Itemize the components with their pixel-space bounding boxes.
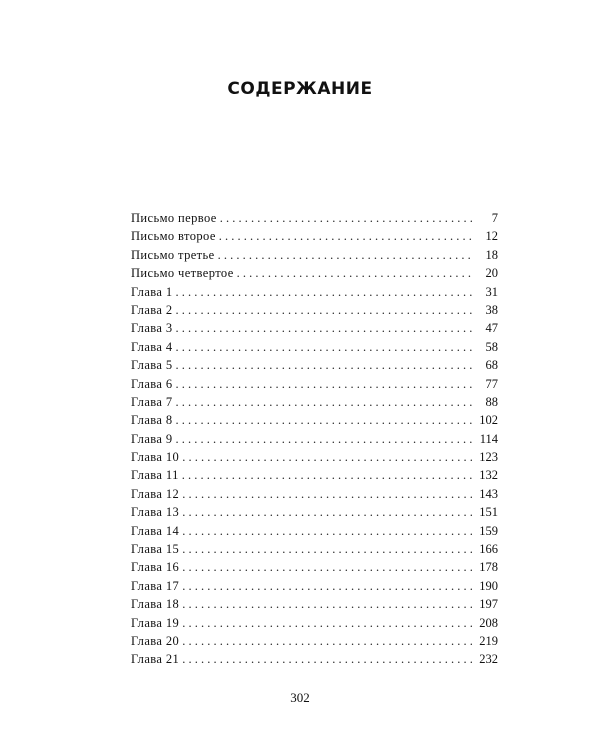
toc-entry-label: Глава 2 <box>131 302 173 317</box>
toc-entry <box>131 595 498 613</box>
toc-entry <box>131 227 498 245</box>
toc-entry-page: 159 <box>479 523 498 538</box>
toc-entry-label: Глава 18 <box>131 597 180 612</box>
toc-entry-label: Глава 7 <box>131 394 173 409</box>
toc-entry-label: Глава 1 <box>131 284 173 299</box>
toc-entry-label: Письмо четвертое <box>131 266 234 281</box>
toc-entry-label: Глава 4 <box>131 339 173 354</box>
toc-entry-page: 47 <box>485 321 498 336</box>
toc-dot-leader <box>176 319 472 337</box>
toc-entry-page: 151 <box>479 505 498 520</box>
toc-entry-label: Глава 6 <box>131 376 173 391</box>
toc-dot-leader <box>176 411 472 429</box>
toc-entry <box>131 264 498 282</box>
toc-dot-leader <box>176 430 472 448</box>
toc-entry-page: 232 <box>479 652 498 667</box>
toc-entry <box>131 411 498 429</box>
toc-dot-leader <box>182 522 472 540</box>
toc-entry-page: 58 <box>485 339 498 354</box>
toc-dot-leader <box>182 632 472 650</box>
toc-entry-page: 143 <box>479 486 498 501</box>
toc-entry <box>131 485 498 503</box>
toc-entry-label: Глава 11 <box>131 468 179 483</box>
toc-entry-label: Глава 5 <box>131 358 173 373</box>
toc-dot-leader <box>237 264 472 282</box>
toc-entry-label: Глава 12 <box>131 486 180 501</box>
toc-entry-page: 88 <box>485 394 498 409</box>
page-number: 302 <box>290 690 310 705</box>
toc-entry <box>131 448 498 466</box>
toc-entry <box>131 246 498 264</box>
toc-entry-page: 114 <box>479 431 498 446</box>
toc-entry <box>131 558 498 576</box>
toc-entry <box>131 540 498 558</box>
page-title: СОДЕРЖАНИЕ <box>227 79 373 100</box>
toc-entry-page: 123 <box>479 450 498 465</box>
table-of-contents <box>131 209 498 669</box>
toc-dot-leader <box>176 301 472 319</box>
toc-entry-label: Письмо второе <box>131 229 216 244</box>
toc-entry <box>131 356 498 374</box>
toc-entry-label: Глава 20 <box>131 633 180 648</box>
toc-entry <box>131 338 498 356</box>
toc-entry-page: 18 <box>485 247 498 262</box>
toc-entry-page: 166 <box>479 542 498 557</box>
toc-dot-leader <box>182 485 472 503</box>
toc-entry-label: Письмо первое <box>131 211 217 225</box>
toc-entry-label: Глава 14 <box>131 523 180 538</box>
toc-entry <box>131 522 498 540</box>
toc-entry-page: 102 <box>479 413 498 428</box>
toc-dot-leader <box>218 246 472 264</box>
toc-dot-leader <box>182 577 472 595</box>
toc-entry-label: Глава 16 <box>131 560 180 575</box>
toc-entry-label: Глава 17 <box>131 578 180 593</box>
toc-entry-page: 31 <box>485 284 498 299</box>
toc-entry <box>131 319 498 337</box>
toc-entry <box>131 632 498 650</box>
toc-entry <box>131 209 498 227</box>
toc-entry-label: Глава 15 <box>131 542 180 557</box>
toc-entry <box>131 577 498 595</box>
toc-entry <box>131 503 498 521</box>
toc-dot-leader <box>182 650 472 668</box>
toc-entry-page: 178 <box>479 560 498 575</box>
toc-entry <box>131 283 498 301</box>
toc-entry <box>131 466 498 484</box>
toc-entry-label: Глава 19 <box>131 615 180 630</box>
toc-entry-page: 20 <box>485 266 498 281</box>
toc-entry <box>131 614 498 632</box>
toc-entry <box>131 650 498 668</box>
toc-dot-leader <box>182 503 472 521</box>
toc-entry-page: 219 <box>479 633 498 648</box>
toc-dot-leader <box>176 283 472 301</box>
toc-entry-page: 190 <box>479 578 498 593</box>
toc-dot-leader <box>182 614 472 632</box>
toc-entry-label: Глава 10 <box>131 450 180 465</box>
toc-dot-leader <box>182 540 472 558</box>
toc-entry-page: 12 <box>485 229 498 244</box>
toc-entry <box>131 375 498 393</box>
toc-entry-label: Глава 8 <box>131 413 173 428</box>
toc-dot-leader <box>176 338 472 356</box>
toc-entry <box>131 393 498 411</box>
toc-entry-label: Глава 13 <box>131 505 180 520</box>
toc-entry-page: 68 <box>485 358 498 373</box>
toc-dot-leader <box>182 466 472 484</box>
toc-dot-leader <box>176 356 472 374</box>
toc-entry <box>131 301 498 319</box>
toc-dot-leader <box>182 558 472 576</box>
toc-dot-leader <box>220 209 472 227</box>
toc-dot-leader <box>176 375 472 393</box>
toc-dot-leader <box>176 393 472 411</box>
toc-entry-label: Глава 21 <box>131 652 180 667</box>
toc-entry-page: 38 <box>485 302 498 317</box>
toc-entry-label: Письмо третье <box>131 247 215 262</box>
toc-entry-label: Глава 3 <box>131 321 173 336</box>
toc-entry-page: 208 <box>479 615 498 630</box>
toc-entry-page: 197 <box>479 597 498 612</box>
toc-entry-page: 7 <box>491 211 498 225</box>
toc-dot-leader <box>182 595 472 613</box>
toc-entry-page: 132 <box>479 468 498 483</box>
toc-dot-leader <box>182 448 472 466</box>
toc-entry <box>131 430 498 448</box>
toc-dot-leader <box>219 227 472 245</box>
toc-entry-page: 77 <box>485 376 498 391</box>
toc-entry-label: Глава 9 <box>131 431 173 446</box>
